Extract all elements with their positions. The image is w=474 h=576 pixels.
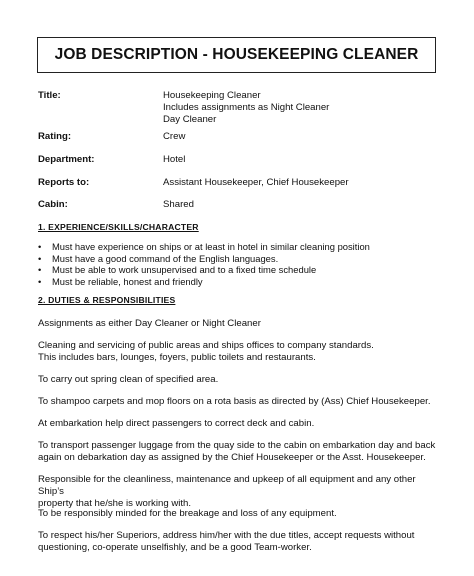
field-value-rating: Crew: [163, 131, 186, 142]
field-value-title-1: Housekeeping Cleaner: [163, 90, 261, 101]
duty-paragraph: To be responsibly minded for the breakage and loss of any equipment.: [38, 508, 337, 519]
field-value-title-3: Day Cleaner: [163, 114, 217, 125]
duty-paragraph: To shampoo carpets and mop floors on a rota basis as directed by (Ass) Chief Housekeeper.: [38, 396, 431, 407]
field-value-reports-to: Assistant Housekeeper, Chief Housekeeper: [163, 177, 349, 188]
list-item: • Must be reliable, honest and friendly: [38, 276, 370, 288]
duty-paragraph: Cleaning and servicing of public areas and ships offices to company standards. This includes bars, lounges, foyers, public toilets and restaurants.: [38, 340, 374, 363]
experience-bullet-list: [38, 241, 370, 287]
field-label-reports-to: Reports to:: [38, 177, 90, 188]
field-label-rating: Rating:: [38, 131, 72, 142]
duty-paragraph: To respect his/her Superiors, address him/her with the due titles, accept requests without questioning, co-operate unselfishly, and be a good Team-worker.: [38, 530, 415, 553]
list-item: • Must be able to work unsupervised and to a fixed time schedule: [38, 264, 370, 276]
duty-paragraph: Assignments as either Day Cleaner or Night Cleaner: [38, 318, 261, 329]
field-value-title-2: Includes assignments as Night Cleaner: [163, 102, 330, 113]
duty-paragraph: Responsible for the cleanliness, maintenance and upkeep of all equipment and any other Ship’s property that he/she is working with.: [38, 474, 416, 509]
duty-paragraph: At embarkation help direct passengers to correct deck and cabin.: [38, 418, 315, 429]
section-heading-experience: 1. EXPERIENCE/SKILLS/CHARACTER: [38, 222, 199, 232]
list-item: • Must have a good command of the English languages.: [38, 253, 370, 265]
duty-paragraph: To transport passenger luggage from the quay side to the cabin on embarkation day and back again on debarkation day as assigned by the Chief Housekeeper or the Asst. Housekeeper.: [38, 440, 436, 463]
field-label-title: Title:: [38, 90, 61, 101]
document-title: JOB DESCRIPTION - HOUSEKEEPING CLEANER: [37, 37, 436, 73]
field-label-department: Department:: [38, 154, 95, 165]
duty-paragraph: To carry out spring clean of specified area.: [38, 374, 219, 385]
field-value-department: Hotel: [163, 154, 186, 165]
field-value-cabin: Shared: [163, 199, 194, 210]
list-item: • Must have experience on ships or at least in hotel in similar cleaning position: [38, 241, 370, 253]
field-label-cabin: Cabin:: [38, 199, 68, 210]
section-heading-duties: 2. DUTIES & RESPONSIBILITIES: [38, 295, 176, 305]
